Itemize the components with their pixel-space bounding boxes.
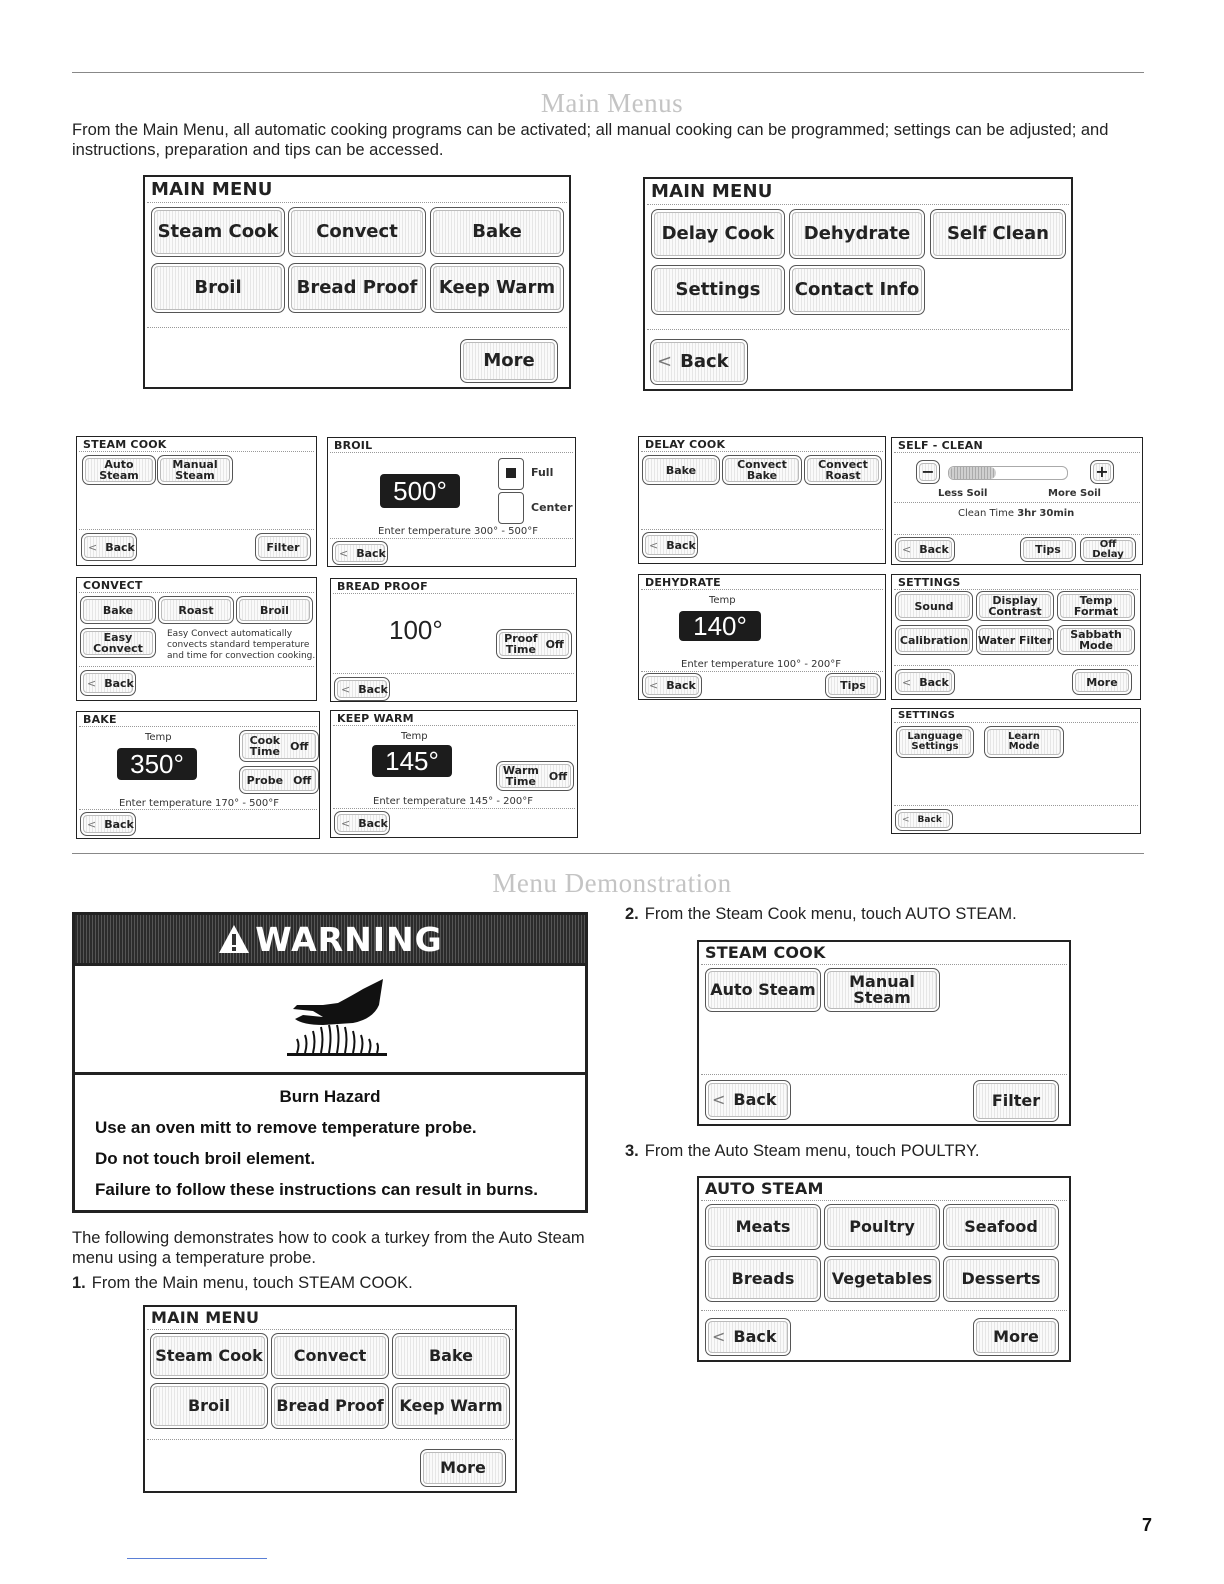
- sound-button[interactable]: Sound: [895, 591, 973, 621]
- bake-button[interactable]: Bake: [430, 207, 564, 257]
- label: Time: [505, 643, 536, 656]
- convect-roast-button[interactable]: [804, 455, 882, 485]
- clean-time-minutes: 30min: [1039, 508, 1075, 519]
- auto-steam-button[interactable]: Auto Steam: [705, 968, 821, 1012]
- proof-time-button[interactable]: [496, 629, 572, 659]
- back-label: Back: [917, 814, 942, 825]
- back-label: Back: [733, 1090, 777, 1109]
- label: Manual: [172, 458, 218, 471]
- bake-button[interactable]: Bake: [392, 1333, 510, 1379]
- step-text: From the Steam Cook menu, touch AUTO STEAM.: [644, 905, 1017, 923]
- tips-button[interactable]: Tips: [1020, 537, 1076, 562]
- steam-cook-screen-large: [697, 940, 1071, 1126]
- chevron-left-icon: <: [341, 816, 351, 830]
- filter-button[interactable]: Filter: [255, 533, 311, 561]
- bake-button[interactable]: Bake: [642, 455, 720, 485]
- desc-line: convects standard temperature: [167, 640, 310, 650]
- chevron-left-icon: <: [902, 543, 912, 556]
- center-checkbox[interactable]: [498, 492, 524, 524]
- convect-button[interactable]: Convect: [288, 207, 426, 257]
- label: Convect: [818, 458, 868, 471]
- screen-title: MAIN MENU: [151, 179, 273, 200]
- label: Time: [249, 745, 280, 758]
- soil-level-slider[interactable]: [948, 466, 1068, 480]
- temperature-display: 145°: [372, 745, 452, 777]
- screen-title: MAIN MENU: [651, 181, 773, 202]
- convect-button[interactable]: Convect: [271, 1333, 389, 1379]
- self-clean-screen: [891, 437, 1143, 565]
- screen-title: AUTO STEAM: [705, 1179, 824, 1198]
- clean-time-label: Clean Time: [958, 508, 1015, 519]
- full-checkbox[interactable]: [498, 458, 524, 490]
- contact-info-button[interactable]: Contact Info: [789, 265, 925, 315]
- back-label: Back: [356, 546, 386, 560]
- screen-title: BREAD PROOF: [337, 580, 428, 593]
- section-title-menu-demonstration: Menu Demonstration: [492, 868, 732, 898]
- off-delay-button[interactable]: [1080, 537, 1136, 562]
- full-label: Full: [531, 466, 554, 479]
- learn-mode-button[interactable]: [984, 726, 1064, 758]
- label: Off: [1099, 538, 1117, 550]
- temp-label: Temp: [145, 732, 172, 743]
- poultry-button[interactable]: Poultry: [824, 1204, 940, 1250]
- main-menu-screen-3: [143, 1305, 517, 1493]
- temp-label: Temp: [709, 595, 736, 606]
- back-button[interactable]: [80, 670, 136, 696]
- label: Proof: [504, 632, 538, 645]
- burn-hand-icon: [283, 975, 393, 1057]
- label: Learn: [1008, 731, 1040, 742]
- meats-button[interactable]: Meats: [705, 1204, 821, 1250]
- desc-line: Easy Convect automatically: [167, 629, 293, 639]
- temperature-hint: Enter temperature 170° - 500°F: [119, 798, 279, 809]
- less-soil-label: Less Soil: [938, 488, 988, 499]
- label-group: [503, 765, 539, 787]
- back-label: Back: [104, 817, 134, 831]
- minus-button[interactable]: −: [916, 460, 940, 484]
- demo-intro: The following demonstrates how to cook a turkey from the Auto Steam menu using a temperature probe.: [72, 1229, 585, 1267]
- back-button[interactable]: [80, 812, 136, 836]
- tips-button[interactable]: Tips: [825, 673, 881, 698]
- back-label: Back: [733, 1327, 777, 1346]
- back-label: Back: [104, 676, 134, 690]
- step-number: 1.: [72, 1274, 86, 1292]
- settings-screen-1: [891, 574, 1141, 700]
- chevron-left-icon: <: [88, 540, 98, 554]
- back-button[interactable]: [705, 1080, 791, 1120]
- warning-triangle-icon: [217, 923, 251, 955]
- checkbox-fill: [506, 468, 516, 478]
- manual-steam-button[interactable]: [824, 968, 940, 1012]
- step-3: [625, 1142, 980, 1161]
- keep-warm-button[interactable]: Keep Warm: [430, 263, 564, 313]
- label: Temp: [1079, 594, 1113, 607]
- main-menu-screen-2: [643, 177, 1073, 391]
- back-label: Back: [666, 679, 696, 692]
- label-group: [250, 735, 281, 757]
- label-group: [504, 633, 537, 655]
- temperature-display: 500°: [380, 474, 460, 508]
- main-menu-screen-1: [143, 175, 571, 389]
- label: Mode: [1079, 639, 1113, 652]
- screen-title: SETTINGS: [898, 710, 956, 721]
- desserts-button[interactable]: Desserts: [943, 1256, 1059, 1302]
- broil-button[interactable]: Broil: [236, 596, 313, 624]
- dehydrate-button[interactable]: Dehydrate: [789, 209, 925, 259]
- back-button[interactable]: [705, 1318, 791, 1356]
- back-label: Back: [680, 351, 729, 372]
- top-rule: [72, 72, 1144, 73]
- screen-title: STEAM COOK: [83, 438, 167, 451]
- warning-box: [72, 912, 588, 1213]
- back-button[interactable]: [81, 533, 137, 561]
- screen-title: DEHYDRATE: [645, 576, 721, 589]
- label: Settings: [911, 741, 959, 752]
- step-number: 3.: [625, 1142, 639, 1160]
- bake-button[interactable]: Bake: [80, 596, 156, 624]
- page-number: 7: [1141, 1515, 1152, 1535]
- water-filter-button[interactable]: Water Filter: [976, 625, 1054, 655]
- label: Manual: [849, 972, 915, 991]
- calibration-button[interactable]: Calibration: [895, 625, 973, 655]
- screen-title: SETTINGS: [898, 576, 961, 589]
- warning-header: [75, 915, 585, 963]
- back-button[interactable]: [895, 809, 953, 831]
- self-clean-button[interactable]: Self Clean: [930, 209, 1066, 259]
- more-button[interactable]: More: [420, 1449, 506, 1487]
- label: Language: [907, 731, 963, 742]
- section-title-main-menus: Main Menus: [540, 88, 684, 118]
- keep-warm-screen: [330, 710, 578, 838]
- temperature-value: 100°: [389, 615, 443, 645]
- auto-steam-screen: [697, 1176, 1071, 1362]
- chevron-left-icon: <: [712, 1327, 726, 1346]
- footer-link-line: [127, 1558, 267, 1559]
- label: Convect: [93, 642, 143, 655]
- temperature-display: 350°: [117, 748, 197, 780]
- easy-convect-button[interactable]: [80, 628, 156, 658]
- desc-line: and time for convection cooking.: [167, 651, 316, 661]
- temperature-hint: Enter temperature 145° - 200°F: [373, 796, 533, 807]
- settings-screen-2: [891, 708, 1141, 834]
- more-button[interactable]: More: [973, 1318, 1059, 1356]
- broil-button[interactable]: Broil: [151, 263, 285, 313]
- chevron-left-icon: <: [902, 675, 912, 689]
- plus-button[interactable]: +: [1090, 460, 1114, 484]
- clean-time-hours: 3hr: [1017, 508, 1037, 519]
- steam-cook-button[interactable]: Steam Cook: [150, 1333, 268, 1379]
- screen-title: DELAY COOK: [645, 438, 726, 451]
- label: Delay: [1092, 548, 1124, 560]
- more-soil-label: More Soil: [1048, 488, 1101, 499]
- screen-title: CONVECT: [83, 579, 143, 592]
- back-label: Back: [358, 682, 388, 696]
- step-text: From the Auto Steam menu, touch POULTRY.: [644, 1142, 980, 1160]
- back-label: Back: [358, 816, 388, 830]
- warning-line-3: Failure to follow these instructions can result in burns.: [95, 1180, 539, 1199]
- screen-title: SELF - CLEAN: [898, 439, 983, 452]
- temperature-display: 140°: [679, 611, 761, 641]
- label: Display: [992, 594, 1038, 607]
- center-label: Center: [531, 501, 573, 514]
- back-button[interactable]: [642, 673, 702, 698]
- more-button[interactable]: More: [460, 339, 558, 383]
- label: Bake: [746, 469, 778, 482]
- off-label: Off: [290, 739, 309, 753]
- roast-button[interactable]: Roast: [158, 596, 234, 624]
- screen-title: STEAM COOK: [705, 943, 826, 962]
- off-label: Off: [293, 773, 312, 787]
- back-button[interactable]: [642, 532, 698, 558]
- chevron-left-icon: <: [902, 814, 910, 825]
- step-text: From the Main menu, touch STEAM COOK.: [91, 1274, 413, 1292]
- convect-bake-button[interactable]: [722, 455, 802, 485]
- warning-title: WARNING: [255, 919, 443, 959]
- screen-title: MAIN MENU: [151, 1308, 260, 1327]
- keep-warm-button[interactable]: Keep Warm: [392, 1383, 510, 1429]
- manual-steam-button[interactable]: [157, 455, 233, 485]
- off-label: Off: [545, 637, 564, 651]
- chevron-left-icon: <: [712, 1090, 726, 1109]
- bread-proof-screen: [330, 578, 577, 702]
- chevron-left-icon: <: [87, 676, 97, 690]
- chevron-left-icon: <: [649, 538, 659, 552]
- label: Convect: [737, 458, 787, 471]
- back-button[interactable]: [895, 537, 955, 562]
- chevron-left-icon: <: [657, 351, 673, 372]
- label: Easy: [103, 631, 133, 644]
- step-1: [72, 1274, 413, 1293]
- back-label: Back: [105, 540, 135, 554]
- screen-title: BAKE: [83, 713, 117, 726]
- temp-format-button[interactable]: [1057, 591, 1135, 621]
- temperature-hint: Enter temperature 300° - 500°F: [378, 526, 538, 537]
- back-button[interactable]: [334, 677, 390, 701]
- label: Steam: [853, 988, 911, 1007]
- label: Probe: [246, 773, 284, 787]
- warm-time-button[interactable]: [496, 761, 574, 791]
- step-2: [625, 905, 1017, 924]
- back-button[interactable]: [895, 669, 955, 695]
- auto-steam-button[interactable]: Auto Steam: [82, 455, 156, 485]
- bake-screen: [76, 711, 320, 839]
- probe-button[interactable]: [239, 766, 319, 794]
- chevron-left-icon: <: [87, 817, 97, 831]
- display-contrast-button[interactable]: [976, 591, 1054, 621]
- sabbath-mode-button[interactable]: [1057, 625, 1135, 655]
- chevron-left-icon: <: [339, 546, 349, 560]
- delay-cook-button[interactable]: Delay Cook: [651, 209, 785, 259]
- warning-line-2: Do not touch broil element.: [95, 1149, 316, 1168]
- chevron-left-icon: <: [341, 682, 351, 696]
- label: Contrast: [988, 605, 1042, 618]
- seafood-button[interactable]: Seafood: [943, 1204, 1059, 1250]
- back-button[interactable]: [332, 541, 388, 565]
- label: Time: [505, 775, 536, 788]
- convect-screen: [76, 577, 317, 701]
- warning-line-1: Use an oven mitt to remove temperature probe.: [95, 1118, 477, 1137]
- filter-button[interactable]: Filter: [973, 1080, 1059, 1122]
- middle-rule: [72, 853, 1144, 854]
- label: Roast: [825, 469, 861, 482]
- label: Steam: [175, 469, 215, 482]
- label: Warm: [502, 764, 539, 777]
- bread-proof-button[interactable]: Bread Proof: [271, 1383, 389, 1429]
- steam-cook-screen-small: [76, 436, 317, 566]
- steam-cook-button[interactable]: Steam Cook: [151, 207, 285, 257]
- off-label: Off: [548, 769, 568, 783]
- label: Mode: [1008, 741, 1040, 752]
- easy-convect-description: [167, 629, 315, 662]
- intro-paragraph: From the Main Menu, all automatic cooking programs can be activated; all manual cooking can be programmed; settings can be adjusted; and instructions, preparation and tips can be accessed.: [72, 121, 1109, 159]
- vegetables-button[interactable]: Vegetables: [824, 1256, 940, 1302]
- burn-hazard-heading: Burn Hazard: [279, 1087, 381, 1106]
- cook-time-button[interactable]: [239, 730, 319, 762]
- back-button[interactable]: [650, 339, 748, 385]
- label: Sabbath: [1070, 628, 1122, 641]
- chevron-left-icon: <: [649, 679, 659, 692]
- back-label: Back: [919, 675, 949, 689]
- breads-button[interactable]: Breads: [705, 1256, 821, 1302]
- label: Format: [1073, 605, 1119, 618]
- broil-screen: [327, 437, 576, 567]
- more-button[interactable]: More: [1072, 669, 1132, 695]
- bread-proof-button[interactable]: Bread Proof: [288, 263, 426, 313]
- language-settings-button[interactable]: [896, 726, 974, 758]
- back-label: Back: [666, 538, 696, 552]
- temperature-hint: Enter temperature 100° - 200°F: [681, 659, 841, 670]
- step-number: 2.: [625, 905, 639, 923]
- screen-title: BROIL: [334, 439, 373, 452]
- back-button[interactable]: [334, 811, 390, 835]
- clean-time: [958, 508, 1074, 519]
- screen-title: KEEP WARM: [337, 712, 414, 725]
- dehydrate-screen: [638, 574, 886, 700]
- slider-fill: [949, 467, 996, 479]
- label: Cook: [249, 734, 281, 747]
- delay-cook-screen: [638, 436, 886, 564]
- settings-button[interactable]: Settings: [651, 265, 785, 315]
- temp-label: Temp: [401, 731, 428, 742]
- broil-button[interactable]: Broil: [150, 1383, 268, 1429]
- back-label: Back: [919, 543, 949, 556]
